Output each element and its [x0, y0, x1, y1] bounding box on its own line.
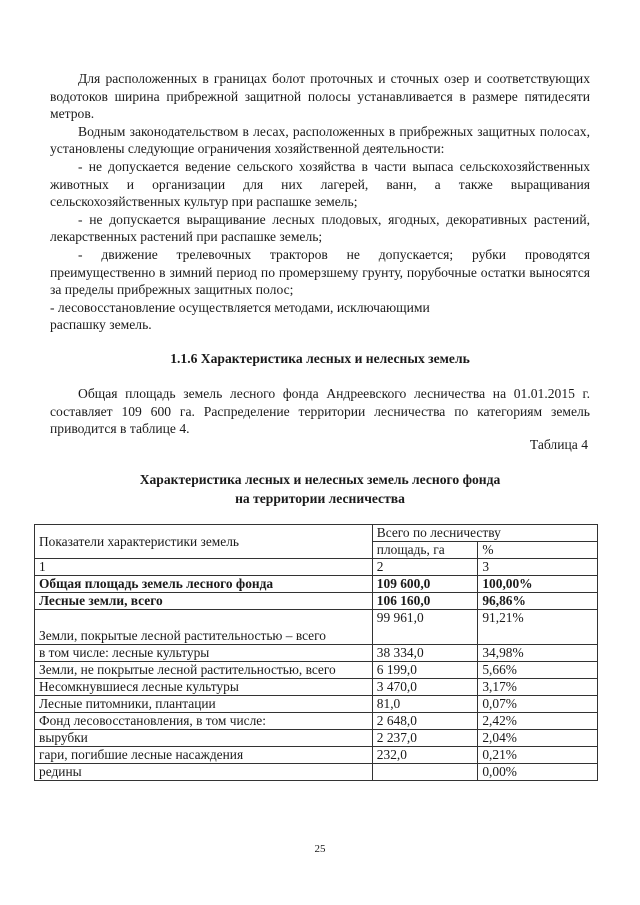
table-title-line-2: на территории лесничества [235, 491, 405, 506]
row-area: 109 600,0 [372, 576, 478, 593]
column-number: 2 [372, 559, 478, 576]
table-row [35, 576, 598, 593]
paragraph-buffer-zone: Для расположенных в границах болот проточных и сточных озер и соответствующих водотоков ширина прибрежной защитной полосы устанавливается в размере пятидесяти метров. [50, 71, 590, 122]
row-label: в том числе: лесные культуры [35, 645, 373, 662]
table-row [35, 764, 598, 781]
list-item-reforestation: - лесовосстановление осуществляется методами, исключающими [50, 299, 430, 315]
header-area: площадь, га [372, 542, 478, 559]
row-pct: 100,00% [478, 576, 598, 593]
table-row [35, 696, 598, 713]
page-number: 25 [314, 843, 326, 855]
paragraph-water-law: Водным законодательством в лесах, расположенных в прибрежных защитных полосах, установлены следующие ограничения хозяйственной деятельности: [50, 123, 590, 157]
row-area: 38 334,0 [372, 645, 478, 662]
row-label: Фонд лесовосстановления, в том числе: [35, 713, 373, 730]
header-total: Всего по лесничеству [372, 525, 597, 542]
list-item-agriculture: - не допускается ведение сельского хозяйства в части выпаса сельскохозяйственных животных и организации для них лагерей, ванн, а также выращивания сельскохозяйственных культур при распашке земель; [50, 158, 590, 210]
table-row [35, 747, 598, 764]
row-area: 81,0 [372, 696, 478, 713]
row-label: вырубки [35, 730, 373, 747]
list-item-tractors: - движение трелевочных тракторов не допускается; рубки проводятся преимущественно в зимний период по промерзшему грунту, порубочные остатки выносятся за пределы прибрежных защитных полос; [50, 246, 590, 298]
column-number: 3 [478, 559, 598, 576]
row-label: Земли, не покрытые лесной растительностью, всего [35, 662, 373, 679]
row-label: Лесные питомники, плантации [35, 696, 373, 713]
row-label: Общая площадь земель лесного фонда [35, 576, 373, 593]
table-row [35, 730, 598, 747]
row-label: Земли, покрытые лесной растительностью – всего [35, 610, 373, 645]
row-area: 3 470,0 [372, 679, 478, 696]
column-number: 1 [35, 559, 373, 576]
row-pct: 0,00% [478, 764, 598, 781]
row-pct: 2,04% [478, 730, 598, 747]
header-indicator: Показатели характеристики земель [35, 525, 373, 559]
row-label: редины [35, 764, 373, 781]
row-area: 99 961,0 [372, 610, 478, 645]
row-pct: 5,66% [478, 662, 598, 679]
section-heading: 1.1.6 Характеристика лесных и нелесных земель [170, 351, 470, 366]
intro-paragraph: Общая площадь земель лесного фонда Андреевского лесничества на 01.01.2015 г. составляет 109 600 га. Распределение территории лесничества по категориям земель приводится в таблице 4. [50, 386, 590, 437]
row-area: 2 648,0 [372, 713, 478, 730]
row-area: 106 160,0 [372, 593, 478, 610]
row-area [372, 764, 478, 781]
row-area: 232,0 [372, 747, 478, 764]
table-title [40, 470, 600, 508]
row-pct: 91,21% [478, 610, 598, 645]
row-pct: 0,21% [478, 747, 598, 764]
table-title-line-1: Характеристика лесных и нелесных земель лесного фонда [139, 472, 501, 487]
land-table [34, 524, 598, 781]
row-pct: 2,42% [478, 713, 598, 730]
table-row [35, 713, 598, 730]
row-area: 6 199,0 [372, 662, 478, 679]
row-pct: 0,07% [478, 696, 598, 713]
row-pct: 96,86% [478, 593, 598, 610]
row-pct: 3,17% [478, 679, 598, 696]
list-item-reforestation-end: распашку земель. [50, 317, 152, 333]
row-area: 2 237,0 [372, 730, 478, 747]
list-item-plants: - не допускается выращивание лесных плодовых, ягодных, декоративных растений, лекарственных растений при распашке земель; [50, 211, 590, 245]
table-row [35, 610, 598, 645]
row-label: Несомкнувшиеся лесные культуры [35, 679, 373, 696]
body-text-block [50, 70, 590, 334]
table-row [35, 679, 598, 696]
row-pct: 34,98% [478, 645, 598, 662]
header-pct: % [478, 542, 598, 559]
row-label: гари, погибшие лесные насаждения [35, 747, 373, 764]
table-row [35, 662, 598, 679]
intro-block [50, 385, 590, 438]
row-label: Лесные земли, всего [35, 593, 373, 610]
table-row [35, 645, 598, 662]
table-label: Таблица 4 [529, 437, 588, 452]
table-row [35, 593, 598, 610]
